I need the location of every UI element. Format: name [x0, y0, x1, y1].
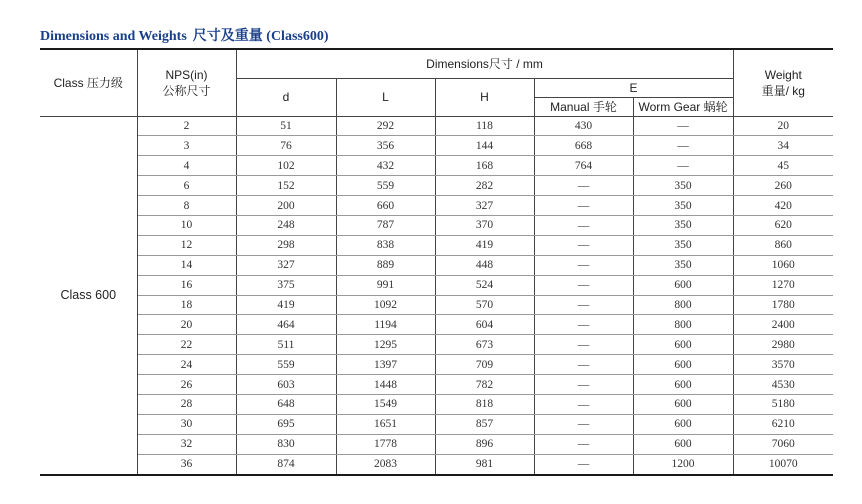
table-row	[40, 176, 833, 196]
class-header: Class 压力级	[40, 49, 137, 116]
cell-h: 448	[435, 255, 534, 275]
nps-header	[137, 49, 236, 116]
cell-worm: 600	[633, 275, 733, 295]
cell-h: 570	[435, 295, 534, 315]
dash-cell-manual	[534, 176, 633, 196]
cell-l: 559	[336, 176, 435, 196]
cell-worm: 600	[633, 335, 733, 355]
cell-d: 102	[236, 156, 336, 176]
dash-mark: —	[677, 140, 689, 153]
dash-mark: —	[577, 319, 590, 332]
table-row	[40, 116, 833, 136]
cell-d: 51	[236, 116, 336, 136]
cell-l: 660	[336, 196, 435, 216]
cell-nps: 12	[137, 235, 236, 255]
dash-mark: —	[577, 438, 590, 451]
dash-mark: —	[577, 418, 590, 431]
cell-worm: 1200	[633, 454, 733, 474]
cell-l: 1397	[336, 355, 435, 375]
cell-nps: 24	[137, 355, 236, 375]
table-row	[40, 255, 833, 275]
dash-cell-worm	[633, 156, 733, 176]
cell-weight: 1780	[733, 295, 833, 315]
class-value-cell: Class 600	[40, 116, 137, 475]
cell-l: 292	[336, 116, 435, 136]
cell-weight: 260	[733, 176, 833, 196]
cell-h: 282	[435, 176, 534, 196]
cell-weight: 1270	[733, 275, 833, 295]
cell-d: 603	[236, 375, 336, 395]
dash-mark: —	[577, 378, 590, 391]
cell-worm: 600	[633, 414, 733, 434]
dash-mark: —	[577, 398, 590, 411]
table-row	[40, 394, 833, 414]
table-row	[40, 275, 833, 295]
title-english: Dimensions and Weights	[40, 29, 187, 44]
cell-l: 991	[336, 275, 435, 295]
nps-header-line1: NPS(in)	[165, 67, 208, 82]
dash-cell-manual	[534, 355, 633, 375]
cell-d: 648	[236, 394, 336, 414]
dash-mark: —	[577, 299, 590, 312]
cell-manual: 764	[534, 156, 633, 176]
cell-d: 298	[236, 235, 336, 255]
cell-h: 604	[435, 315, 534, 335]
cell-nps: 16	[137, 275, 236, 295]
dash-mark: —	[577, 179, 590, 192]
table-row	[40, 156, 833, 176]
dash-cell-manual	[534, 335, 633, 355]
dash-cell-manual	[534, 454, 633, 474]
cell-worm: 350	[633, 176, 733, 196]
dash-cell-manual	[534, 394, 633, 414]
table-row	[40, 235, 833, 255]
dash-cell-manual	[534, 375, 633, 395]
cell-l: 1092	[336, 295, 435, 315]
cell-d: 76	[236, 136, 336, 156]
title-chinese: 尺寸及重量 (Class600)	[192, 29, 329, 44]
dash-cell-manual	[534, 235, 633, 255]
dash-mark: —	[577, 219, 590, 232]
e-header: E	[534, 78, 733, 97]
cell-worm: 600	[633, 355, 733, 375]
table-row	[40, 375, 833, 395]
cell-weight: 4530	[733, 375, 833, 395]
dash-mark: —	[577, 259, 590, 272]
cell-d: 830	[236, 434, 336, 454]
cell-nps: 32	[137, 434, 236, 454]
cell-d: 248	[236, 215, 336, 235]
dash-cell-manual	[534, 275, 633, 295]
table-row	[40, 136, 833, 156]
cell-h: 709	[435, 355, 534, 375]
cell-d: 874	[236, 454, 336, 474]
cell-l: 2083	[336, 454, 435, 474]
dimensions-table	[40, 48, 833, 476]
cell-worm: 350	[633, 255, 733, 275]
dash-mark: —	[577, 458, 590, 471]
table-row	[40, 295, 833, 315]
cell-worm: 350	[633, 215, 733, 235]
cell-h: 857	[435, 414, 534, 434]
cell-d: 511	[236, 335, 336, 355]
table-body	[40, 116, 833, 475]
cell-h: 524	[435, 275, 534, 295]
h-header: H	[435, 78, 534, 116]
cell-l: 1194	[336, 315, 435, 335]
cell-d: 375	[236, 275, 336, 295]
cell-worm: 800	[633, 315, 733, 335]
cell-nps: 22	[137, 335, 236, 355]
cell-weight: 1060	[733, 255, 833, 275]
cell-h: 118	[435, 116, 534, 136]
cell-nps: 10	[137, 215, 236, 235]
cell-d: 695	[236, 414, 336, 434]
dash-cell-manual	[534, 434, 633, 454]
dash-mark: —	[577, 239, 590, 252]
cell-h: 818	[435, 394, 534, 414]
cell-l: 432	[336, 156, 435, 176]
weight-header-line1: Weight	[764, 67, 802, 82]
dash-cell-manual	[534, 215, 633, 235]
table-row	[40, 434, 833, 454]
dash-mark: —	[577, 199, 590, 212]
cell-nps: 26	[137, 375, 236, 395]
dash-mark: —	[677, 120, 689, 133]
cell-h: 981	[435, 454, 534, 474]
cell-weight: 45	[733, 156, 833, 176]
cell-weight: 5180	[733, 394, 833, 414]
cell-weight: 34	[733, 136, 833, 156]
table-row	[40, 215, 833, 235]
cell-l: 1549	[336, 394, 435, 414]
cell-nps: 28	[137, 394, 236, 414]
weight-header	[733, 49, 833, 116]
cell-d: 464	[236, 315, 336, 335]
cell-nps: 8	[137, 196, 236, 216]
cell-nps: 6	[137, 176, 236, 196]
cell-nps: 18	[137, 295, 236, 315]
cell-worm: 600	[633, 375, 733, 395]
cell-l: 787	[336, 215, 435, 235]
dash-mark: —	[577, 358, 590, 371]
cell-nps: 14	[137, 255, 236, 275]
cell-nps: 36	[137, 454, 236, 474]
l-header: L	[336, 78, 435, 116]
cell-h: 782	[435, 375, 534, 395]
cell-l: 838	[336, 235, 435, 255]
cell-l: 1448	[336, 375, 435, 395]
document-title	[40, 25, 329, 45]
cell-d: 559	[236, 355, 336, 375]
table-row	[40, 355, 833, 375]
cell-l: 1651	[336, 414, 435, 434]
cell-l: 1778	[336, 434, 435, 454]
cell-l: 356	[336, 136, 435, 156]
cell-worm: 350	[633, 196, 733, 216]
cell-h: 168	[435, 156, 534, 176]
cell-weight: 6210	[733, 414, 833, 434]
cell-worm: 600	[633, 394, 733, 414]
table-row	[40, 196, 833, 216]
worm-gear-header: Worm Gear 蜗轮	[633, 97, 733, 116]
dash-mark: —	[677, 159, 689, 172]
cell-weight: 7060	[733, 434, 833, 454]
dash-cell-worm	[633, 116, 733, 136]
cell-h: 327	[435, 196, 534, 216]
dash-cell-manual	[534, 414, 633, 434]
nps-header-line2: 公称尺寸	[162, 83, 211, 98]
dash-cell-manual	[534, 315, 633, 335]
dash-cell-manual	[534, 295, 633, 315]
table-row	[40, 335, 833, 355]
cell-h: 144	[435, 136, 534, 156]
dimensions-header: Dimensions尺寸 / mm	[236, 49, 733, 78]
cell-weight: 2980	[733, 335, 833, 355]
table-row	[40, 315, 833, 335]
weight-header-line2: 重量/ kg	[761, 83, 805, 98]
dash-mark: —	[577, 338, 590, 351]
cell-manual: 430	[534, 116, 633, 136]
table-row	[40, 454, 833, 474]
d-header: d	[236, 78, 336, 116]
cell-d: 327	[236, 255, 336, 275]
cell-h: 370	[435, 215, 534, 235]
dash-cell-manual	[534, 196, 633, 216]
cell-d: 152	[236, 176, 336, 196]
table-row	[40, 414, 833, 434]
manual-header: Manual 手轮	[534, 97, 633, 116]
cell-d: 200	[236, 196, 336, 216]
cell-weight: 10070	[733, 454, 833, 474]
cell-weight: 3570	[733, 355, 833, 375]
cell-worm: 350	[633, 235, 733, 255]
cell-l: 889	[336, 255, 435, 275]
cell-weight: 2400	[733, 315, 833, 335]
cell-nps: 2	[137, 116, 236, 136]
cell-l: 1295	[336, 335, 435, 355]
cell-h: 419	[435, 235, 534, 255]
cell-weight: 620	[733, 215, 833, 235]
cell-nps: 20	[137, 315, 236, 335]
cell-h: 673	[435, 335, 534, 355]
dash-cell-worm	[633, 136, 733, 156]
cell-nps: 4	[137, 156, 236, 176]
cell-weight: 420	[733, 196, 833, 216]
cell-manual: 668	[534, 136, 633, 156]
dash-cell-manual	[534, 255, 633, 275]
cell-worm: 600	[633, 434, 733, 454]
cell-worm: 800	[633, 295, 733, 315]
dash-mark: —	[577, 279, 590, 292]
cell-weight: 860	[733, 235, 833, 255]
cell-nps: 3	[137, 136, 236, 156]
cell-d: 419	[236, 295, 336, 315]
cell-nps: 30	[137, 414, 236, 434]
cell-h: 896	[435, 434, 534, 454]
cell-weight: 20	[733, 116, 833, 136]
